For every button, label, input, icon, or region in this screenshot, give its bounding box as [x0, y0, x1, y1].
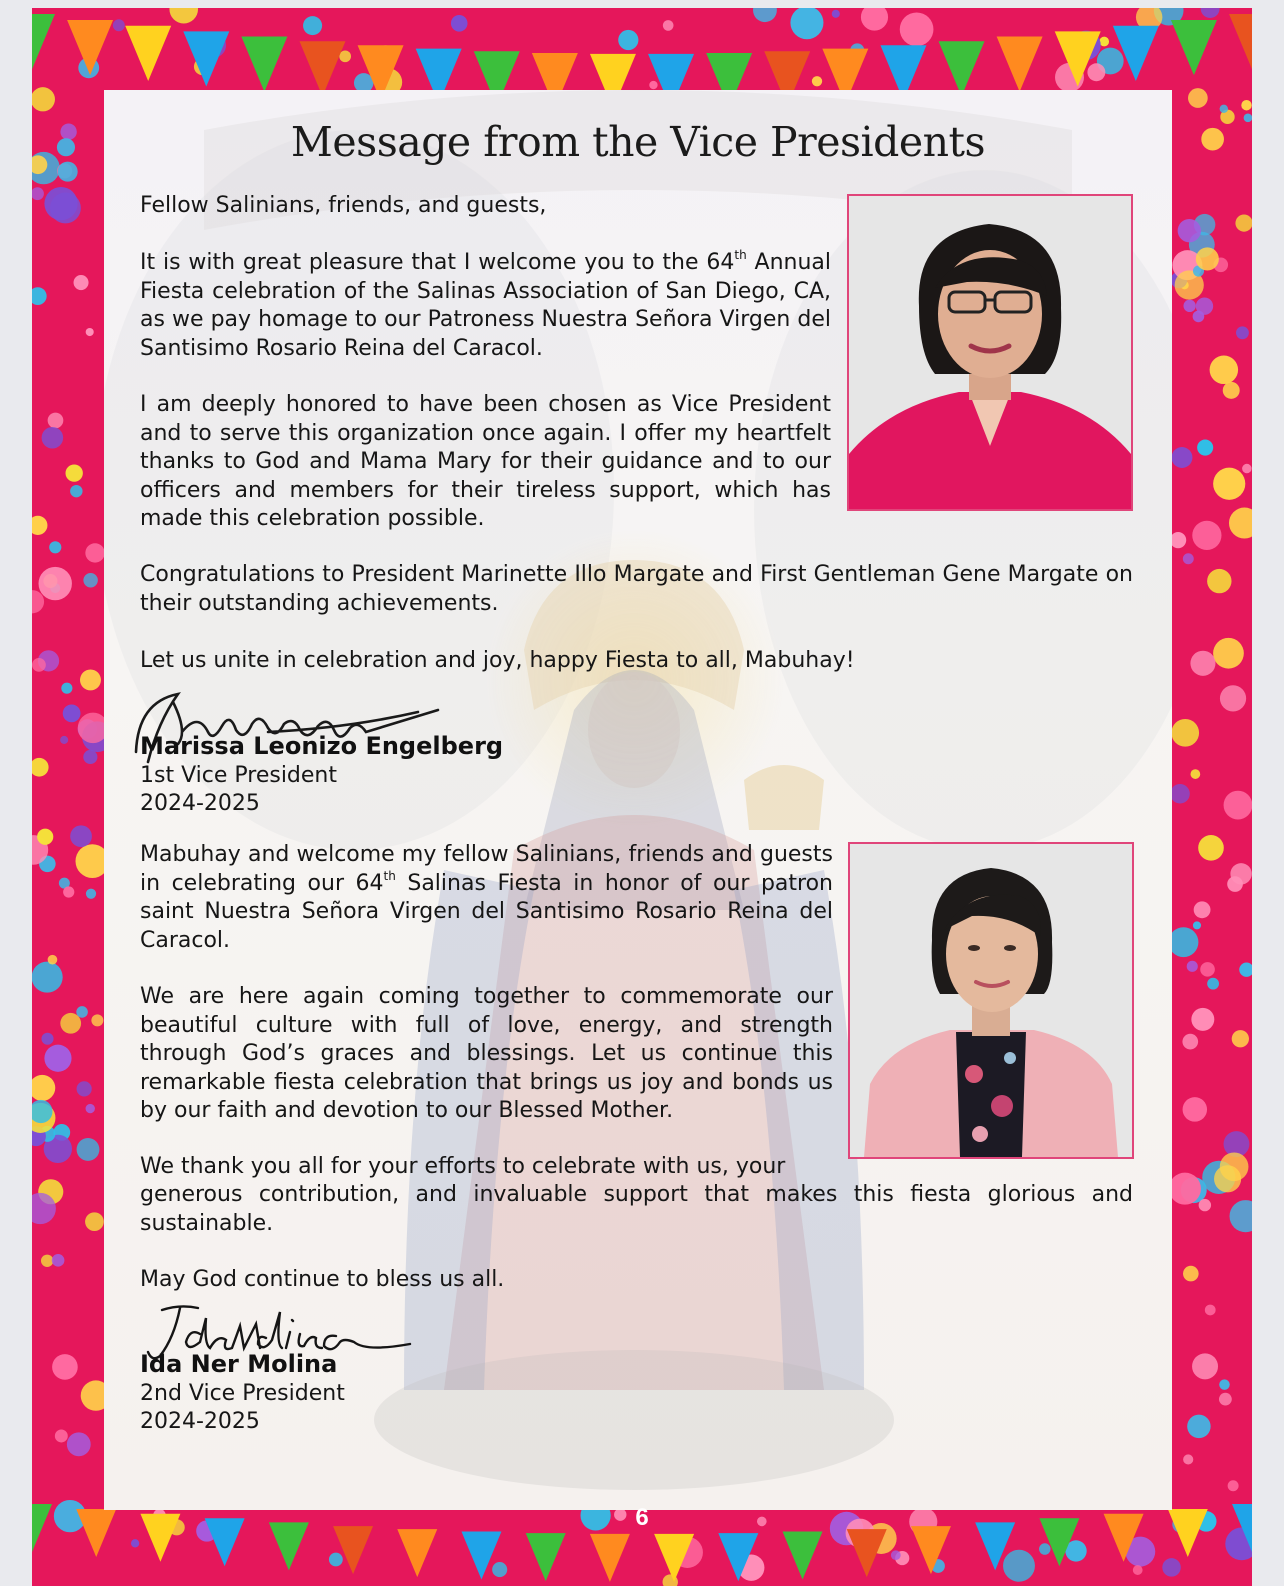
confetti-dot: [1133, 1565, 1143, 1575]
confetti-dot: [812, 76, 822, 86]
confetti-dot: [1190, 769, 1200, 779]
confetti-dot: [1236, 326, 1249, 339]
confetti-dot: [1214, 1165, 1241, 1192]
confetti-dot: [32, 287, 47, 305]
bunting-flag: [333, 1526, 373, 1574]
confetti-dot: [1183, 1097, 1207, 1121]
greeting-text: Fellow Salinians, friends, and guests,: [140, 193, 547, 218]
confetti-dot: [52, 1354, 78, 1380]
confetti-dot: [1183, 1266, 1199, 1282]
bunting-flag: [299, 41, 345, 96]
bunting-flag: [526, 1533, 566, 1581]
confetti-dot: [1178, 219, 1201, 242]
confetti-dot: [32, 87, 55, 111]
confetti-dot: [891, 1550, 901, 1560]
confetti-dot: [91, 1014, 103, 1026]
page-title: Message from the Vice Presidents: [290, 118, 986, 166]
confetti-dot: [1207, 978, 1219, 990]
confetti-dot: [57, 138, 75, 156]
first-vp-name: Marissa Leonizo Engelberg: [140, 732, 504, 760]
confetti-dot: [1182, 1034, 1198, 1050]
second-vp-paragraph-2: We are here again coming together to commemorate our beautiful culture with full of love, energy, and strength through God’s graces and blessings. Let us continue this remarkable fiesta celebration that brings us joy and bonds us by our faith and devotion to our Blessed Mother.: [140, 984, 833, 1124]
confetti-dot: [1194, 901, 1211, 918]
confetti-dot: [1171, 719, 1199, 747]
confetti-dot: [1200, 962, 1215, 977]
confetti-dot: [1201, 8, 1220, 18]
bunting-flag: [590, 1534, 630, 1582]
confetti-dot: [77, 1138, 100, 1161]
confetti-dot: [55, 1430, 68, 1443]
confetti-dot: [1190, 651, 1215, 676]
confetti-dot: [63, 704, 81, 722]
confetti-dot: [1170, 784, 1190, 804]
confetti-dot: [60, 1013, 81, 1034]
message-panel: [104, 90, 1172, 1510]
first-vp-paragraph-2: I am deeply honored to have been chosen as Vice President and to serve this organization once again. I offer my heartfelt thanks to God and Mama Mary for their guidance and to our officers and members for their tireless support, which has made this celebration possible.: [140, 392, 831, 532]
confetti-dot: [41, 1033, 53, 1045]
confetti-dot: [649, 81, 657, 89]
confetti-dot: [85, 543, 104, 562]
confetti-dot: [42, 427, 64, 449]
confetti-dot: [131, 1539, 139, 1547]
confetti-dot: [832, 10, 840, 18]
confetti-dot: [492, 1562, 507, 1577]
confetti-dot: [1235, 215, 1252, 232]
confetti-dot: [329, 1553, 343, 1567]
confetti-dot: [1193, 311, 1205, 323]
confetti-dot: [1169, 1173, 1201, 1205]
confetti-dot: [1228, 1480, 1239, 1491]
confetti-dot: [74, 275, 89, 290]
confetti-dot: [44, 1045, 71, 1072]
bunting-flag: [32, 14, 55, 69]
second-vp-paragraph-3: generous contribution, and invaluable support that makes this fiesta glorious and sustainable.: [140, 1182, 1133, 1236]
confetti-dot: [1213, 468, 1245, 500]
confetti-dot: [86, 1104, 95, 1113]
second-vp-position: 2nd Vice President: [140, 1381, 345, 1406]
confetti-dot: [67, 1432, 91, 1456]
confetti-dot: [1187, 1415, 1210, 1438]
bunting-flag: [911, 1526, 951, 1574]
confetti-dot: [1191, 1008, 1214, 1031]
confetti-dot: [1198, 835, 1224, 861]
confetti-dot: [861, 8, 888, 31]
portrait-photo-icon: [849, 196, 1131, 509]
bunting-flag: [997, 37, 1043, 92]
confetti-dot: [1207, 569, 1231, 593]
confetti-dot: [1183, 553, 1194, 564]
confetti-dot: [1183, 1454, 1193, 1464]
first-vp-paragraph-1: It is with great pleasure that I welcome you to the 64th Annual Fiesta celebration of the Salinas Association of San Diego, CA, as we pay homage to our Patroness Nuestra Señora Virgen del Santisimo Rosario Reina del Caracol.: [140, 248, 831, 361]
confetti-dot: [60, 736, 68, 744]
confetti-dot: [303, 16, 322, 35]
confetti-dot: [48, 413, 64, 429]
confetti-dot: [66, 464, 83, 481]
first-vp-paragraph-4: Let us unite in celebration and joy, happy Fiesta to all, Mabuhay!: [140, 648, 855, 673]
second-vp-name: Ida Ner Molina: [140, 1350, 338, 1378]
confetti-dot: [1162, 1558, 1180, 1576]
confetti-dot: [1196, 247, 1219, 270]
confetti-dot: [1183, 300, 1195, 312]
confetti-dot: [900, 12, 934, 46]
confetti-dot: [1087, 63, 1105, 81]
confetti-dot: [61, 683, 72, 694]
confetti-dot: [790, 8, 823, 39]
confetti-dot: [32, 187, 44, 200]
confetti-dot: [80, 669, 101, 690]
confetti-dot: [83, 750, 97, 764]
confetti-dot: [1244, 114, 1252, 123]
confetti-dot: [1192, 1353, 1218, 1379]
confetti-dot: [32, 516, 47, 535]
confetti-dot: [32, 962, 63, 993]
bunting-flag: [67, 20, 113, 75]
confetti-dot: [1099, 37, 1109, 47]
confetti-dot: [37, 829, 53, 845]
bunting-flag: [1171, 20, 1217, 75]
confetti-dot: [44, 187, 77, 220]
bunting-flag: [397, 1529, 437, 1577]
confetti-dot: [32, 658, 46, 672]
confetti-dot: [63, 886, 74, 897]
second-vp-paragraph-1: Mabuhay and welcome my fellow Salinians, friends and guests in celebrating our 64th Salinas Fiesta in honor of our patron saint Nuestra Señora Virgen del Santisimo Rosario Reina del Caracol.: [140, 842, 833, 953]
confetti-dot: [52, 1254, 65, 1267]
confetti-dot: [1223, 382, 1240, 399]
confetti-dot: [41, 1255, 53, 1267]
confetti-dot: [1220, 105, 1228, 113]
confetti-dot: [1239, 962, 1252, 976]
confetti-dot: [1172, 447, 1193, 468]
bunting-flag: [783, 1531, 823, 1579]
first-vp-photo: [847, 194, 1133, 511]
confetti-dot: [32, 1075, 55, 1101]
confetti-dot: [1229, 508, 1252, 539]
confetti-dot: [113, 19, 125, 31]
confetti-dot: [70, 825, 92, 847]
confetti-dot: [32, 758, 49, 777]
confetti-dot: [451, 15, 468, 32]
confetti-dot: [1187, 961, 1198, 972]
confetti-dot: [1219, 1393, 1232, 1406]
bunting-flag: [241, 37, 287, 92]
confetti-dot: [1201, 128, 1224, 151]
confetti-dot: [1230, 863, 1251, 884]
first-vp-term: 2024-2025: [140, 791, 260, 816]
bunting-flag: [183, 31, 229, 86]
confetti-dot: [1242, 464, 1252, 474]
bunting-flag: [939, 41, 985, 96]
confetti-dot: [1213, 638, 1244, 669]
confetti-dot: [1192, 521, 1221, 550]
confetti-dot: [1003, 1550, 1035, 1582]
confetti-dot: [85, 1212, 104, 1231]
confetti-dot: [83, 573, 97, 587]
confetti-dot: [1188, 88, 1208, 108]
confetti-dot: [339, 50, 351, 62]
second-vp-term: 2024-2025: [140, 1409, 260, 1434]
program-page: [32, 8, 1252, 1586]
confetti-dot: [1039, 1543, 1050, 1554]
confetti-dot: [1197, 439, 1213, 455]
portrait-photo-icon: [850, 844, 1132, 1157]
confetti-dot: [663, 20, 674, 31]
confetti-dot: [1210, 356, 1239, 385]
confetti-dot: [60, 124, 76, 140]
confetti-dot: [1232, 1030, 1249, 1047]
confetti-dot: [48, 955, 58, 965]
confetti-dot: [77, 1081, 92, 1096]
second-vp-paragraph-4: May God continue to bless us all.: [140, 1267, 505, 1292]
first-vp-position: 1st Vice President: [140, 763, 338, 788]
confetti-dot: [1224, 791, 1252, 820]
confetti-dot: [1219, 1379, 1230, 1390]
confetti-dot: [70, 485, 82, 497]
confetti-dot: [1199, 1199, 1211, 1211]
confetti-dot: [618, 30, 638, 50]
confetti-dot: [86, 889, 96, 899]
confetti-dot: [753, 8, 777, 22]
second-vp-paragraph-3-line-1: We thank you all for your efforts to celebrate with us, your: [140, 1154, 786, 1179]
confetti-dot: [1205, 1305, 1216, 1316]
confetti-dot: [1193, 921, 1201, 929]
page-number: 6: [635, 1504, 649, 1531]
bunting-flag: [125, 26, 171, 81]
confetti-dot: [1220, 685, 1246, 711]
confetti-dot: [1241, 100, 1251, 110]
confetti-dot: [169, 8, 198, 23]
bunting-flag: [1229, 14, 1252, 69]
confetti-dot: [58, 162, 78, 182]
confetti-dot: [1230, 1200, 1252, 1232]
confetti-dot: [1169, 927, 1199, 957]
confetti-dot: [86, 328, 94, 336]
second-vp-photo: [848, 842, 1134, 1159]
confetti-dot: [49, 541, 61, 553]
confetti-dot: [1170, 532, 1186, 548]
first-vp-paragraph-3: Congratulations to President Marinette Illo Margate and First Gentleman Gene Margate on their outstanding achievements.: [140, 562, 1133, 616]
confetti-dot: [39, 567, 72, 600]
